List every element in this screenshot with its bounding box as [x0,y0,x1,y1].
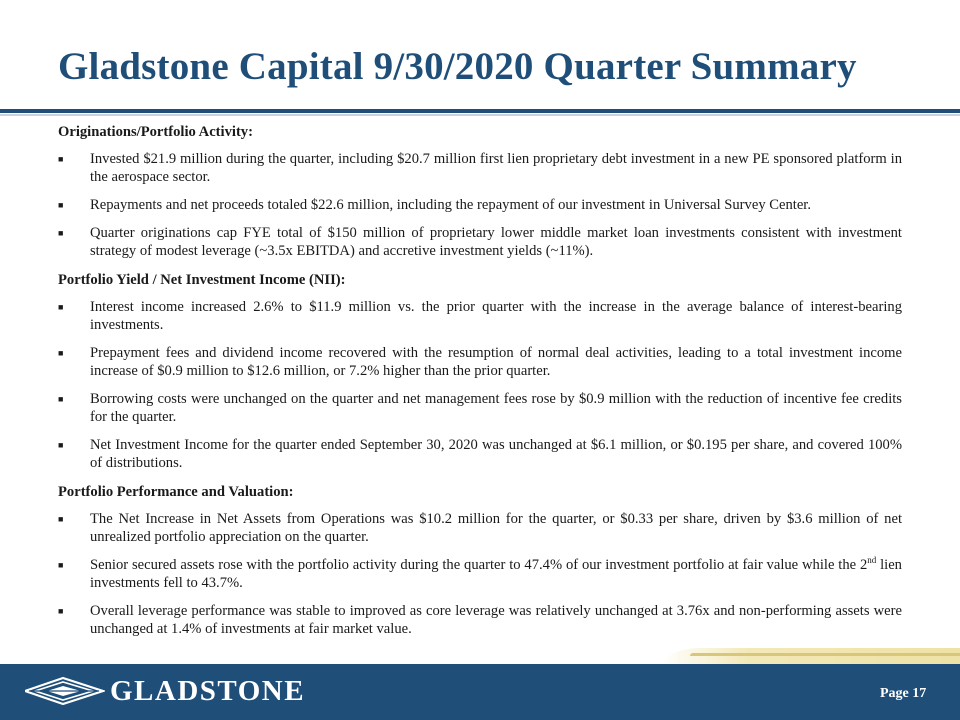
bullet-text: Quarter originations cap FYE total of $150 million of proprietary lower middle market loan investments consistent with investment strategy of modest leverage (~3.5x EBITDA) and accretive investment yields (~11%). [90,225,902,259]
section-performance [58,483,902,638]
bullet-item [58,298,902,334]
bullet-text: Interest income increased 2.6% to $11.9 million vs. the prior quarter with the increase in the average balance of interest-bearing investments. [90,299,902,333]
footer-brand: GLADSTONE [110,675,306,707]
bullet-text: The Net Increase in Net Assets from Operations was $10.2 million for the quarter, or $0.33 per share, driven by $3.6 million of net unrealized portfolio appreciation on the quarter. [90,511,902,545]
bullet-text: Net Investment Income for the quarter ended September 30, 2020 was unchanged at $6.1 million, or $0.195 per share, and covered 100% of distributions. [90,437,902,471]
bullet-item [58,390,902,426]
square-bullet-icon: ■ [58,560,64,570]
bullet-item [58,510,902,546]
square-bullet-icon: ■ [58,302,64,312]
bullet-text: Repayments and net proceeds totaled $22.6 million, including the repayment of our investment in Universal Survey Center. [90,197,812,213]
bullet-item [58,150,902,186]
square-bullet-icon: ■ [58,154,64,164]
square-bullet-icon: ■ [58,440,64,450]
footer-accent-line [690,653,960,656]
square-bullet-icon: ■ [58,200,64,210]
bullet-text: Borrowing costs were unchanged on the quarter and net management fees rose by $0.9 million with the reduction of incentive fee credits for the quarter. [90,391,902,425]
bullet-text: Invested $21.9 million during the quarter, including $20.7 million first lien proprietary debt investment in a new PE sponsored platform in the aerospace sector. [90,151,902,185]
bullet-text: Overall leverage performance was stable to improved as core leverage was relatively unchanged at 3.76x and non-performing assets were unchanged at 1.4% of investments at fair market value. [90,603,902,637]
section-heading: Portfolio Performance and Valuation: [58,484,294,500]
bullet-item [58,602,902,638]
bullet-text-part: lien investments fell to 43.7%. [90,557,902,591]
square-bullet-icon: ■ [58,514,64,524]
square-bullet-icon: ■ [58,394,64,404]
bullet-item [58,436,902,472]
bullet-item [58,196,902,214]
section-heading: Originations/Portfolio Activity: [58,124,253,140]
superscript-text: nd [867,555,877,566]
square-bullet-icon: ■ [58,348,64,358]
bullet-text [90,557,902,591]
summary-content [58,123,902,649]
bullet-text-part: Senior secured assets rose with the portfolio activity during the quarter to 47.4% of our investment portfolio at fair value while the 2 [90,557,868,573]
page-number: Page 17 [880,686,927,701]
bullet-item [58,344,902,380]
section-portfolio-yield [58,271,902,472]
section-heading: Portfolio Yield / Net Investment Income (NII): [58,272,346,288]
bullet-text: Prepayment fees and dividend income recovered with the resumption of normal deal activities, leading to a total investment income increase of $0.9 million to $12.6 million, or 7.2% higher than the prior quarter. [90,345,902,379]
square-bullet-icon: ■ [58,228,64,238]
bullet-item [58,556,902,592]
section-originations [58,123,902,260]
gladstone-chevron-logo-icon [25,676,105,706]
page-title: Gladstone Capital 9/30/2020 Quarter Summary [58,45,857,88]
title-divider [0,109,960,113]
title-divider-shadow [0,114,960,116]
bullet-item [58,224,902,260]
square-bullet-icon: ■ [58,606,64,616]
